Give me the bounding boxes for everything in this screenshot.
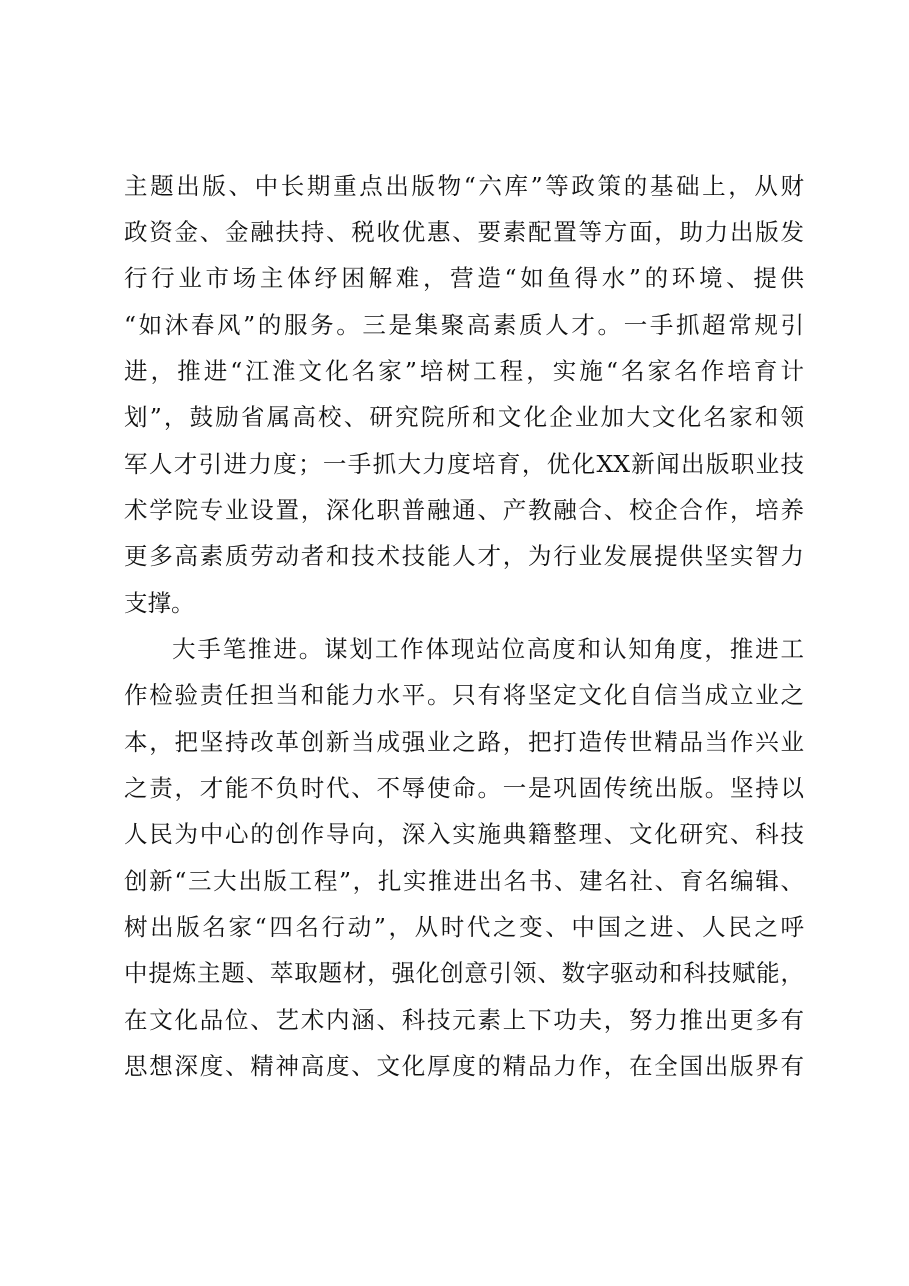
text-line: 支撑。 — [124, 589, 195, 617]
text-line: “如沐春风”的服务。三是集聚高素质人才。一手抓超常规引 — [124, 311, 804, 339]
text-line: 树出版名家“四名行动”，从时代之变、中国之进、人民之呼 — [124, 913, 804, 941]
text-line: 作检验责任担当和能力水平。只有将坚定文化自信当成立业之 — [124, 681, 804, 709]
text-line: 思想深度、精神高度、文化厚度的精品力作，在全国出版界有 — [124, 1052, 804, 1080]
text-line: 人民为中心的创作导向，深入实施典籍整理、文化研究、科技 — [124, 820, 804, 848]
text-line: 之责，才能不负时代、不辱使命。一是巩固传统出版。坚持以 — [124, 774, 804, 802]
text-line: 主题出版、中长期重点出版物“六库”等政策的基础上，从财 — [124, 172, 804, 200]
text-line: 本，把坚持改革创新当成强业之路，把打造传世精品当作兴业 — [124, 728, 804, 756]
text-line: 军人才引进力度；一手抓大力度培育，优化XX新闻出版职业技 — [124, 450, 804, 478]
text-line: 进，推进“江淮文化名家”培树工程，实施“名家名作培育计 — [124, 357, 804, 385]
text-line: 大手笔推进。谋划工作体现站位高度和认知角度，推进工 — [172, 635, 804, 663]
text-line: 更多高素质劳动者和技术技能人才，为行业发展提供坚实智力 — [124, 542, 804, 570]
text-line: 政资金、金融扶持、税收优惠、要素配置等方面，助力出版发 — [124, 218, 804, 246]
text-line: 行行业市场主体纾困解难，营造“如鱼得水”的环境、提供 — [124, 264, 804, 292]
text-line: 在文化品位、艺术内涵、科技元素上下功夫，努力推出更多有 — [124, 1006, 804, 1034]
text-line: 中提炼主题、萃取题材，强化创意引领、数字驱动和科技赋能， — [124, 959, 804, 987]
text-line: 创新“三大出版工程”，扎实推进出名书、建名社、育名编辑、 — [124, 867, 804, 895]
text-line: 划”，鼓励省属高校、研究院所和文化企业加大文化名家和领 — [124, 403, 804, 431]
text-line: 术学院专业设置，深化职普融通、产教融合、校企合作，培养 — [124, 496, 804, 524]
